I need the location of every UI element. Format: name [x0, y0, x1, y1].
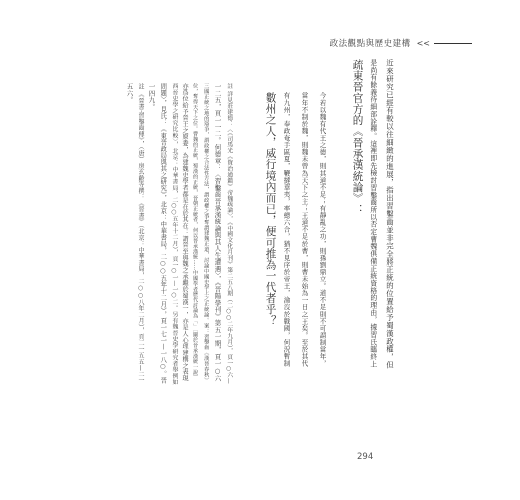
quote-column: 當年不制於魏，則魏未曾為天下之主；王道不足於曹，則曹未始為一日之王矣。至於其代	[300, 92, 309, 367]
footnote-column: 問題〉，見氏：《東晉政局與其之研究》，北京：中華書局，二○○五年十二月），頁一七一—一八○。晉	[159, 83, 167, 384]
footnote-column: 一二五，頁一一二。何德章：〈習鑿齒晉承漢統論與其人生遭遇〉，《晉陽學刊》第五一期，頁一○六	[213, 83, 222, 382]
footnote-column: 西晉史學之研究比較〉，北京：中華書局，二○○五年十二月），頁一○一—一○二。另有魏晉史學研究者舉例如	[170, 83, 177, 385]
running-header-title: 政法觀點與歷史建構	[329, 39, 411, 49]
running-header-mark: <<	[416, 38, 430, 48]
running-header	[330, 37, 472, 49]
footnote-column: 位，奪得天下之位。曹魏的正統，蜀漢的正統，晉朝正統者，何以晉承漢統……中國學者歷代討論為「」〔關於晉承漢統一說〕	[192, 83, 199, 381]
footnote-column: 五六。	[125, 83, 134, 104]
body-column: 是尚有餘義待細部詮釋。這裡即先檢討習鑿齒所以否定曹魏俱備正統資格的理由，據習氏臨終上	[368, 59, 377, 368]
page-number: 294	[357, 452, 374, 462]
footnote-column: 一四九。	[147, 83, 156, 110]
quote-column: 今若以魏有代王之德，則其道不足；有靜亂之功，則孫劉鼎立。道不足則不可謂制當年，	[318, 92, 327, 367]
footnote-column: 註 《晉書·習鑿齒傳》，（唐）房玄齡等撰：《晉書》（北京：中華書局，二○○八年二月），頁二一五五—二一	[137, 83, 144, 384]
quote-column: 有九州，奉政奄手區夏，鞭撻華夷，率總六合，猶不見序於帝王，淪沒於戰國，何況暫制	[282, 92, 291, 367]
body-column: 疏東晉官方的《晉承漢統論》：	[351, 59, 364, 216]
footnote-column: 三國正統之地的辯爭，謂政權之合法性方法，謂政權之爭奪謂建魏正道，討論中國史學上之正統論。案：習鑿齒《漢晉春秋》	[203, 83, 210, 383]
footnote-column: 亦爲位給予晉王之原委，為建魏史學者都是在於其在：謂晉至與魏之承繼於蜀漢一，亦是人心理建構之表現	[181, 83, 189, 382]
body-column: 近來研究已經有較以往細緻的進展，指出習鑿齒並非完全將正統的位置給予蜀漢政權，但	[385, 59, 395, 370]
running-header-rule	[434, 43, 472, 44]
footnote-column: 註 詳見莊建德：〈《司馬光《資治通鑑》帝魏疏論〉，《中國文化月刊》第二五八期（二○○二年九月），頁一○六—	[225, 83, 232, 384]
quote-column: 數州之人，威行境內而已，便可推為一代者乎？	[264, 92, 277, 327]
